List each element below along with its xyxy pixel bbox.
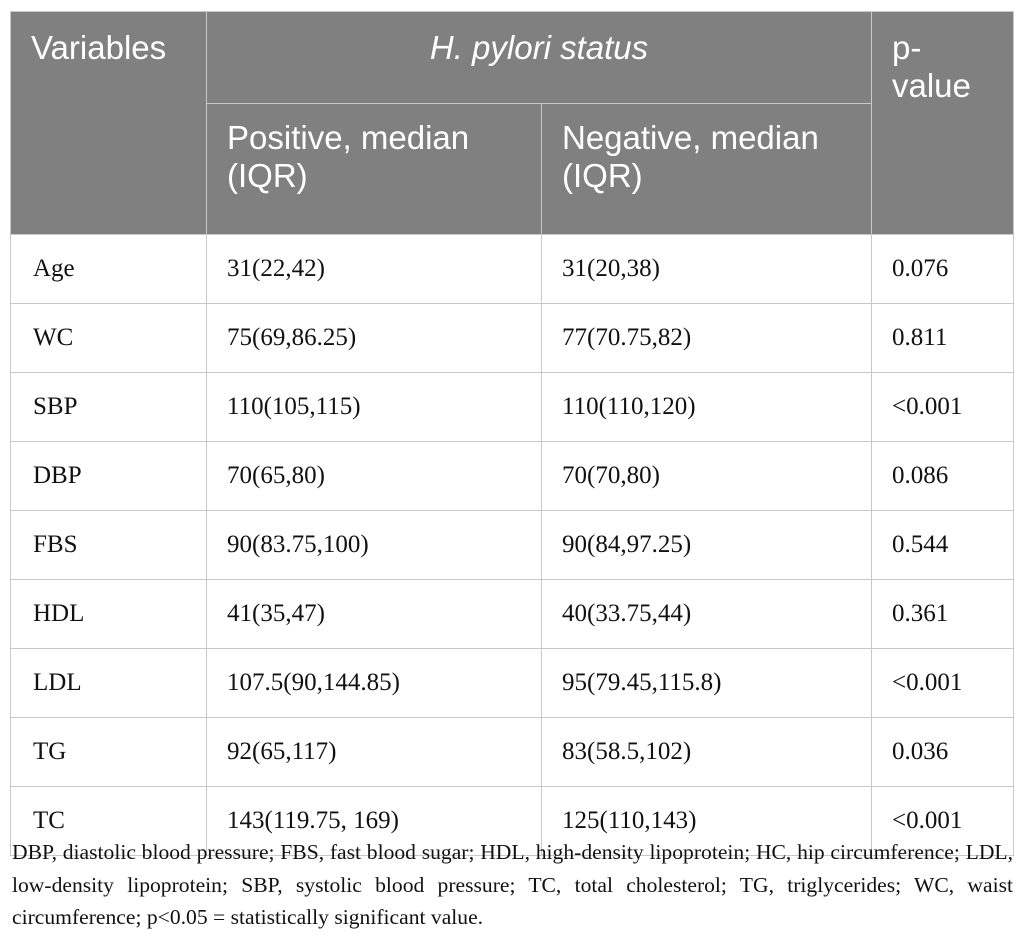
- cell-p-value: 0.811: [872, 304, 1014, 373]
- cell-positive: 90(83.75,100): [207, 511, 542, 580]
- table-row: [11, 373, 1014, 442]
- table-row: [11, 718, 1014, 787]
- cell-p-value: <0.001: [872, 787, 1014, 856]
- header-variables: Variables: [11, 12, 207, 235]
- cell-variable: DBP: [11, 442, 207, 511]
- header-p-value: [872, 12, 1014, 235]
- cell-variable: SBP: [11, 373, 207, 442]
- table-row: [11, 649, 1014, 718]
- cell-variable: WC: [11, 304, 207, 373]
- table-row: [11, 304, 1014, 373]
- cell-negative: 110(110,120): [542, 373, 872, 442]
- hpylori-table: [10, 11, 1014, 856]
- table-row: [11, 511, 1014, 580]
- cell-negative: 40(33.75,44): [542, 580, 872, 649]
- cell-positive: 75(69,86.25): [207, 304, 542, 373]
- cell-variable: TG: [11, 718, 207, 787]
- cell-negative: 125(110,143): [542, 787, 872, 856]
- cell-variable: LDL: [11, 649, 207, 718]
- cell-p-value: 0.086: [872, 442, 1014, 511]
- cell-p-value: <0.001: [872, 649, 1014, 718]
- header-positive: Positive, median (IQR): [207, 104, 542, 235]
- table-header: [11, 12, 1014, 235]
- cell-negative: 31(20,38): [542, 235, 872, 304]
- header-row-1: [11, 12, 1014, 104]
- table-body: [11, 235, 1014, 856]
- table-row: [11, 580, 1014, 649]
- cell-positive: 31(22,42): [207, 235, 542, 304]
- cell-negative: 95(79.45,115.8): [542, 649, 872, 718]
- cell-positive: 70(65,80): [207, 442, 542, 511]
- cell-negative: 70(70,80): [542, 442, 872, 511]
- table-row: [11, 442, 1014, 511]
- header-p-value-text: p- value: [892, 29, 971, 104]
- cell-p-value: 0.544: [872, 511, 1014, 580]
- cell-positive: 110(105,115): [207, 373, 542, 442]
- cell-p-value: 0.076: [872, 235, 1014, 304]
- header-hpylori-status: H. pylori status: [207, 12, 872, 104]
- cell-negative: 90(84,97.25): [542, 511, 872, 580]
- table-row: [11, 235, 1014, 304]
- cell-p-value: 0.361: [872, 580, 1014, 649]
- cell-p-value: 0.036: [872, 718, 1014, 787]
- cell-variable: HDL: [11, 580, 207, 649]
- cell-variable: Age: [11, 235, 207, 304]
- cell-positive: 41(35,47): [207, 580, 542, 649]
- cell-positive: 107.5(90,144.85): [207, 649, 542, 718]
- table-footnote: DBP, diastolic blood pressure; FBS, fast blood sugar; HDL, high-density lipoprotein; HC, hip circumference; LDL, low-density lipoprotein; SBP, systolic blood pressure; TC, total cholesterol; TG, triglycerides; WC, waist circumference; p<0.05 = statistically significant value.: [12, 840, 1013, 929]
- cell-p-value: <0.001: [872, 373, 1014, 442]
- cell-positive: 92(65,117): [207, 718, 542, 787]
- cell-variable: TC: [11, 787, 207, 856]
- cell-negative: 77(70.75,82): [542, 304, 872, 373]
- cell-negative: 83(58.5,102): [542, 718, 872, 787]
- cell-positive: 143(119.75, 169): [207, 787, 542, 856]
- data-table-container: [10, 11, 1013, 856]
- header-negative: Negative, median (IQR): [542, 104, 872, 235]
- cell-variable: FBS: [11, 511, 207, 580]
